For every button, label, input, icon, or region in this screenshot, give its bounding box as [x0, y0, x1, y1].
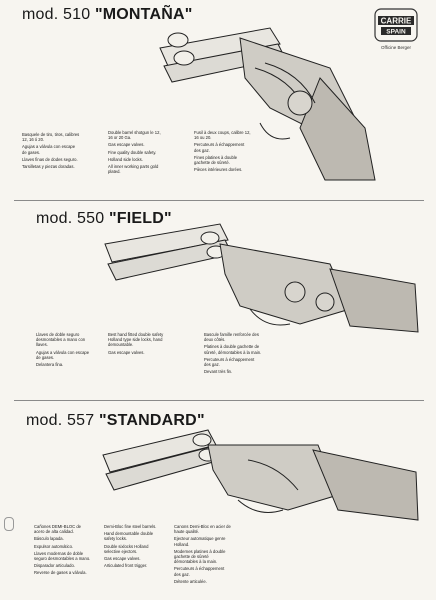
spec-column-en [108, 332, 166, 357]
logo-text-bottom: SPAIN [386, 28, 406, 36]
spec-line: Demi-Bloc fine steel barrels. [104, 524, 157, 529]
spec-column-es [22, 132, 80, 171]
spec-column-fr [204, 332, 262, 376]
spec-line: Agujas a válvula con escape de gases. [36, 349, 90, 360]
spec-line: Pièces intérieures dorées. [194, 167, 243, 173]
model-name: "FIELD" [108, 210, 172, 227]
spec-line: Percuteurs à échappement des gaz. [174, 566, 225, 577]
spec-line: Expulsor automático. [34, 543, 74, 549]
spec-line: Cañones DEMI-BLOC de acero de alta calidad. [34, 524, 82, 535]
spec-line: Détente articulée. [174, 578, 207, 584]
model-number: mod. 550 [36, 210, 105, 227]
spec-line: Hand demountable double safety locks. [104, 531, 154, 542]
spec-line: Llaves de doble seguro desmontables a mano con llaves. [36, 332, 86, 348]
shotgun-illustration [98, 410, 420, 525]
spec-line: Percuteurs à échappement des gaz. [194, 142, 245, 153]
model-name: "STANDARD" [98, 412, 205, 429]
spec-line: Gas escape valves. [104, 556, 141, 562]
spec-line: Canons Demi-Bloc en acier de haute qualité. [174, 524, 231, 535]
spec-line: Llaves modernas de doble seguro desmontables a mano. [34, 550, 91, 562]
spec-line: Devant très fin. [204, 369, 233, 375]
shotgun-illustration [100, 214, 420, 339]
spec-line: Double sixlocks Holland selective ejectors. [104, 543, 149, 554]
spec-line: Best hand fitted double safety Holland type side locks, hand demountable. [108, 332, 164, 348]
spec-line: Tarsilletas y piezas doradas. [22, 164, 75, 170]
spec-line: Double barrel shotgun le 12, 16 or 20 Ga. [108, 130, 161, 141]
spec-line: Fusil à deux coups, calibre 12, 16 ou 20. [194, 130, 251, 141]
brand-tagline: Officine Berger [381, 45, 411, 50]
spec-column-es [36, 332, 94, 369]
spec-line: Gas escape valves. [108, 349, 145, 355]
spec-line: Fine quality double safety. [108, 149, 157, 155]
section-field [0, 200, 436, 400]
spec-line: Llaves finas de dodes seguro. [22, 156, 78, 162]
model-number: mod. 510 [22, 6, 91, 23]
spec-column-en [104, 524, 162, 570]
spec-line: Agujas a válvula con escape de gases. [22, 144, 76, 155]
logo-text-top: CARRIE [380, 16, 412, 26]
section-montana [0, 0, 436, 200]
spec-line: Percuteurs à échappement des gaz. [204, 356, 255, 368]
spec-line: Articulated front trigger. [104, 563, 148, 569]
spec-column-es [34, 524, 92, 578]
spec-line: Gas escape valves. [108, 142, 145, 148]
spec-line: Holland side locks. [108, 156, 143, 162]
spec-line: Reverse de gases a válvula. [34, 570, 87, 576]
spec-line: Platines à double gachette de sûreté, démontables à la main. [204, 344, 262, 355]
spec-line: All inner working parts gold plated. [108, 164, 159, 175]
binder-hole [4, 517, 14, 531]
model-number: mod. 557 [26, 412, 95, 429]
model-name: "MONTAÑA" [94, 6, 193, 23]
spec-line: Modernes platines à double gachette de sûreté démontables à la main. [174, 548, 226, 565]
spec-column-fr [194, 130, 252, 174]
spec-line: Disparador articulado. [34, 563, 75, 569]
spec-line: Basquele de tiro, tiros, calibres 12, 16 ó 20. [22, 132, 80, 143]
spec-column-en [108, 130, 166, 176]
spec-line: Ejecteur automatique genre Holland. [174, 536, 226, 547]
spec-line: Básculo lapada. [34, 536, 64, 542]
spec-line: Fines platines à double gachette de sûreté. [194, 154, 238, 166]
shotgun-illustration [150, 8, 380, 183]
spec-column-fr [174, 524, 232, 586]
section-standard [0, 400, 436, 600]
spec-line: Delantera fina. [36, 362, 64, 368]
spec-line: Bascule famille renforcée des deux côtés. [204, 332, 259, 343]
